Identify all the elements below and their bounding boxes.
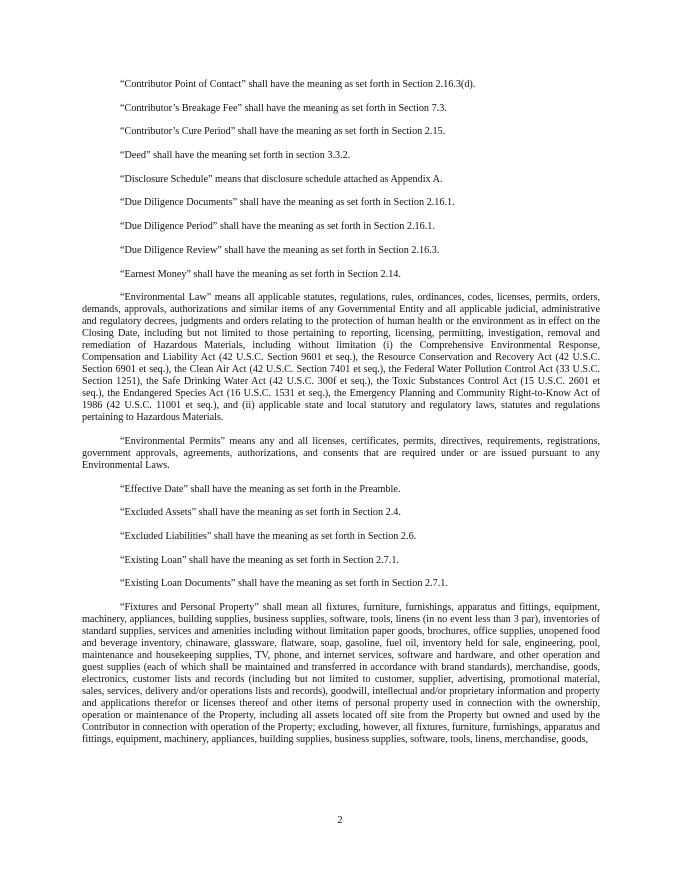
- definition-environmental-permits: “Environmental Permits” means any and all licenses, certificates, permits, directives, requirements, registrations, government approvals, agreements, authorizations, and consents that are required under or are issued pursuant to any Environmental Laws.: [82, 435, 600, 471]
- definition-contributors-breakage-fee: “Contributor’s Breakage Fee” shall have the meaning as set forth in Section 7.3.: [120, 102, 447, 114]
- definition-due-diligence-documents: “Due Diligence Documents” shall have the meaning as set forth in Section 2.16.1.: [120, 197, 455, 209]
- definition-contributor-point-of-contact: “Contributor Point of Contact” shall have the meaning as set forth in Section 2.16.3(d).: [120, 79, 476, 90]
- definition-fixtures-and-personal-property: “Fixtures and Personal Property” shall mean all fixtures, furniture, furnishings, apparatus and fittings, equipment, machinery, appliances, building supplies, business supplies, software, tools, linens (in no event less than 3 par), inventories of standard supplies, services and amenities including without limitation paper goods, brochures, office supplies, unopened food and beverage inventory, chinaware, glassware, flatware, soap, gasoline, fuel oil, inventory held for sale, engineering, pool, maintenance and housekeeping supplies, TV, phone, and internet services, software and hardware, and other operation and guest supplies (each of which shall be maintained and transferred in accordance with brand standards), merchandise, goods, electronics, customer lists and records (including but not limited to customer, supplier, advertising, promotional material, sales, services, delivery and/or operations lists and records), goodwill, intellectual and/or proprietary information and property and applications therefor or licenses thereof and other items of personal property used in connection with the ownership, operation or maintenance of the Property, including all assets located off site from the Property but owned and used by the Contributor in connection with operation of the Property; excluding, however, all fixtures, furniture, furnishings, apparatus and fittings, equipment, machinery, appliances, building supplies, business supplies, software, tools, linens, merchandise, goods,: [82, 602, 600, 745]
- definition-excluded-liabilities: “Excluded Liabilities” shall have the meaning as set forth in Section 2.6.: [120, 530, 417, 542]
- definitions-list: [82, 79, 600, 758]
- definition-contributors-cure-period: “Contributor’s Cure Period” shall have the meaning as set forth in Section 2.15.: [120, 126, 446, 138]
- definition-existing-loan-documents: “Existing Loan Documents” shall have the meaning as set forth in Section 2.7.1.: [120, 578, 448, 590]
- definition-disclosure-schedule: “Disclosure Schedule” means that disclosure schedule attached as Appendix A.: [120, 173, 443, 185]
- definition-due-diligence-review: “Due Diligence Review” shall have the meaning as set forth in Section 2.16.3.: [120, 244, 440, 256]
- definition-due-diligence-period: “Due Diligence Period” shall have the meaning as set forth in Section 2.16.1.: [120, 221, 435, 233]
- definition-earnest-money: “Earnest Money” shall have the meaning as set forth in Section 2.14.: [120, 268, 401, 280]
- page-number: 2: [337, 815, 343, 826]
- definition-effective-date: “Effective Date” shall have the meaning as set forth in the Preamble.: [120, 483, 401, 495]
- definition-existing-loan: “Existing Loan” shall have the meaning as set forth in Section 2.7.1.: [120, 554, 399, 566]
- definition-deed: “Deed” shall have the meaning set forth in section 3.3.2.: [120, 150, 351, 162]
- definition-environmental-law: “Environmental Law” means all applicable statutes, regulations, rules, ordinances, codes, licenses, permits, orders, demands, approvals, authorizations and similar items of any Governmental Entity and all applicable judicial, administrative and regulatory decrees, judgments and orders relating to the protection of human health or the environment as in effect on the Closing Date, including but not limited to those pertaining to reporting, licensing, permitting, investigation, removal and remediation of Hazardous Materials, including without limitation (i) the Comprehensive Environmental Response, Compensation and Liability Act (42 U.S.C. Section 9601 et seq.), the Resource Conservation and Recovery Act (42 U.S.C. Section 6901 et seq.), the Clean Air Act (42 U.S.C. Section 7401 et seq.), the Federal Water Pollution Control Act (33 U.S.C. Section 1251), the Safe Drinking Water Act (42 U.S.C. 300f et seq.), the Toxic Substances Control Act (15 U.S.C. 2601 et seq.), the Endangered Species Act (16 U.S.C. 1531 et seq.), the Emergency Planning and Community Right-to-Know Act of 1986 (42 U.S.C. 11001 et seq.), and (ii) applicable state and local statutory and regulatory laws, statutes and regulations pertaining to Hazardous Materials.: [82, 292, 600, 424]
- definition-excluded-assets: “Excluded Assets” shall have the meaning as set forth in Section 2.4.: [120, 507, 401, 519]
